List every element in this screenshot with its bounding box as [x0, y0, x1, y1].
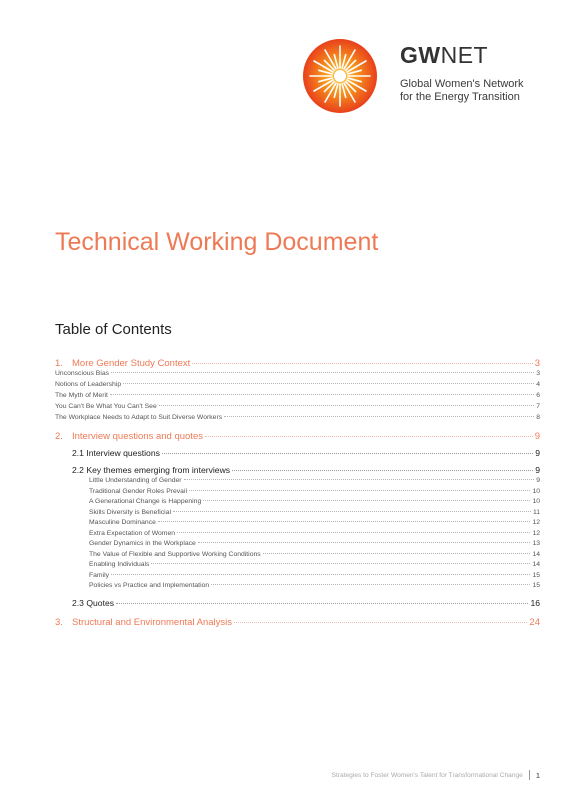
section-number: 2.	[55, 431, 63, 442]
toc-entry[interactable]	[55, 414, 540, 421]
toc-entry-label: Little Understanding of Gender	[89, 477, 182, 484]
toc-entry[interactable]	[89, 509, 540, 516]
toc-entry[interactable]	[89, 551, 540, 558]
section-number: 1.	[55, 358, 63, 369]
dot-leader	[205, 436, 533, 437]
dot-leader	[203, 500, 530, 501]
toc-entry-label: Policies vs Practice and Implementation	[89, 582, 210, 589]
dot-leader	[123, 383, 534, 384]
toc-page-number: 15	[532, 582, 540, 589]
document-title: Technical Working Document	[55, 228, 379, 256]
dot-leader	[211, 584, 530, 585]
toc-page-number: 7	[536, 403, 540, 410]
toc-entry-label: Family	[89, 571, 110, 579]
toc-entry-section-2-2[interactable]	[72, 465, 540, 475]
toc-entry-section-2[interactable]	[55, 431, 540, 442]
dot-leader	[111, 372, 534, 373]
toc-page-number: 24	[529, 617, 540, 628]
toc-page-number: 14	[532, 561, 540, 568]
logo-tagline-line-2: for the Energy Transition	[400, 91, 520, 103]
toc-entry-label: Skills Diversity is Beneficial	[89, 508, 171, 516]
toc-page-number: 12	[532, 529, 540, 537]
toc-entry-section-3[interactable]	[55, 617, 540, 628]
footer-divider	[529, 770, 530, 780]
toc-entry-label: Interview questions and quotes	[72, 431, 203, 442]
toc-entry-section-1[interactable]	[55, 358, 540, 369]
toc-page-number: 4	[536, 381, 540, 388]
toc-page-number: 3	[536, 370, 540, 377]
toc-page-number: 15	[532, 571, 540, 579]
logo-tagline-line-1: Global Women's Network	[400, 78, 524, 90]
toc-page-number: 9	[534, 431, 540, 442]
toc-entry-label: Extra Expectation of Women	[89, 529, 176, 537]
toc-page-number: 10	[532, 498, 540, 505]
toc-entry-label: 2.2 Key themes emerging from interviews	[72, 465, 231, 475]
dot-leader	[116, 603, 528, 604]
dot-leader	[111, 574, 530, 575]
dot-leader	[263, 553, 531, 554]
toc-entry[interactable]	[89, 498, 540, 505]
toc-entry-label: 2.1 Interview questions	[72, 448, 160, 458]
toc-entry[interactable]	[89, 572, 540, 579]
dot-leader	[151, 563, 530, 564]
toc-heading: Table of Contents	[55, 321, 172, 338]
dot-leader	[198, 542, 531, 543]
dot-leader	[159, 405, 534, 406]
toc-entry-label: Structural and Environmental Analysis	[72, 617, 232, 628]
toc-entry[interactable]	[89, 530, 540, 537]
sun-logo-icon	[302, 38, 378, 114]
toc-entry-label: The Workplace Needs to Adapt to Suit Diverse Workers	[55, 414, 223, 421]
toc-entry[interactable]	[89, 561, 540, 568]
toc-entry-label: A Generational Change is Happening	[89, 498, 202, 505]
page-footer	[332, 770, 540, 780]
toc-entry[interactable]	[55, 381, 540, 388]
logo-wordmark: GWNET	[400, 42, 489, 68]
toc-entry-label: The Myth of Merit	[55, 392, 108, 399]
dot-leader	[224, 416, 534, 417]
toc-entry[interactable]	[89, 582, 540, 589]
toc-page-number: 10	[532, 487, 540, 495]
toc-page-number: 14	[532, 550, 540, 558]
dot-leader	[110, 394, 534, 395]
toc-page-number: 16	[530, 598, 540, 608]
logo-tagline	[400, 78, 524, 104]
toc-entry-label: Gender Dynamics in the Workplace	[89, 540, 196, 547]
toc-page-number: 8	[536, 414, 540, 421]
toc-entry-label: Enabling Individuals	[89, 561, 150, 568]
toc-entry-label: Notions of Leadership	[55, 381, 122, 388]
dot-leader	[234, 622, 527, 623]
dot-leader	[158, 521, 531, 522]
toc-page-number: 11	[532, 508, 540, 516]
toc-page-number: 9	[536, 477, 540, 484]
dot-leader	[232, 470, 533, 471]
toc-entry-section-2-3[interactable]	[72, 598, 540, 608]
footer-page-number: 1	[535, 770, 540, 780]
toc-entry[interactable]	[55, 392, 540, 399]
toc-entry[interactable]	[89, 477, 540, 484]
dot-leader	[162, 453, 533, 454]
toc-entry-label: The Value of Flexible and Supportive Working Conditions	[89, 550, 261, 558]
toc-entry-label: More Gender Study Context	[72, 358, 191, 369]
toc-entry[interactable]	[55, 403, 540, 410]
toc-entry-label: 2.3 Quotes	[72, 598, 115, 608]
dot-leader	[189, 490, 530, 491]
toc-entry[interactable]	[89, 540, 540, 547]
dot-leader	[184, 479, 535, 480]
dot-leader	[192, 363, 532, 364]
toc-entry-label: Unconscious Bias	[55, 370, 110, 377]
toc-page-number: 9	[535, 448, 540, 458]
toc-page-number: 9	[535, 465, 540, 475]
toc-page-number: 6	[536, 392, 540, 399]
toc-entry[interactable]	[89, 488, 540, 495]
footer-text: Strategies to Foster Women's Talent for Transformational Change	[331, 771, 523, 779]
dot-leader	[173, 511, 531, 512]
toc-entry[interactable]	[55, 370, 540, 377]
gwnet-logo	[302, 38, 562, 114]
toc-entry-section-2-1[interactable]	[72, 448, 540, 458]
toc-entry[interactable]	[89, 519, 540, 526]
dot-leader	[177, 532, 530, 533]
toc-page-number: 13	[532, 540, 540, 547]
toc-page-number: 12	[532, 519, 540, 526]
section-number: 3.	[55, 617, 63, 628]
toc-entry-label: Traditional Gender Roles Prevail	[89, 487, 187, 495]
toc-page-number: 3	[534, 358, 540, 369]
toc-entry-label: You Can't Be What You Can't See	[55, 403, 157, 410]
toc-entry-label: Masculine Dominance	[89, 519, 156, 526]
